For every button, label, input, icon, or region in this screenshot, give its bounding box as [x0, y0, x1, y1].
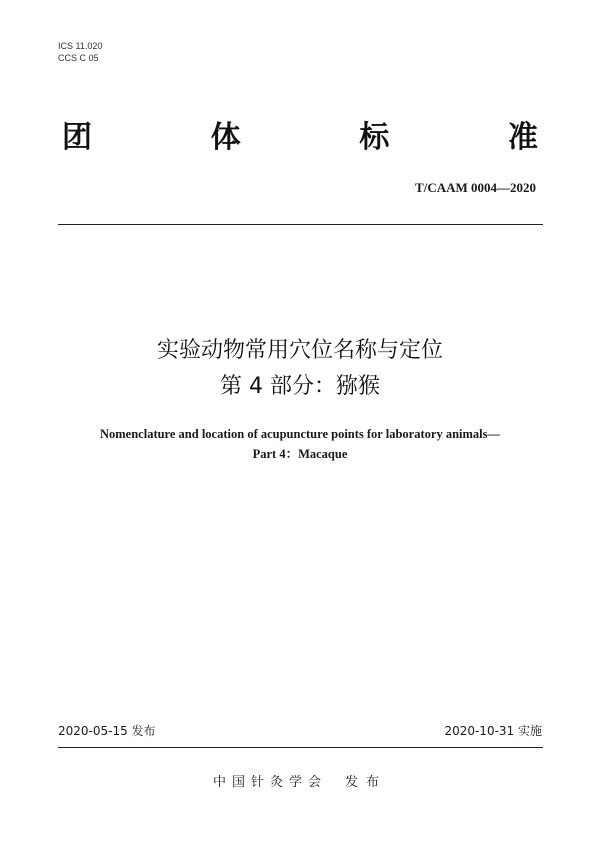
publisher-line — [0, 773, 600, 793]
standard-type-char: 准 — [507, 120, 538, 155]
english-title-line-1: Nomenclature and location of acupuncture points for laboratory animals— — [99, 427, 500, 441]
ccs-code: CCS C 05 — [58, 53, 99, 63]
implementation-date: 2020-10-31 实施 — [444, 724, 542, 738]
standard-number: T/CAAM 0004—2020 — [415, 180, 536, 195]
chinese-title-line-2: 第 4 部分：猕猴 — [220, 374, 380, 399]
publisher-organization: 中国针灸学会 — [212, 775, 327, 790]
english-title-line-2: Part 4：Macaque — [252, 447, 348, 461]
bottom-divider — [58, 747, 543, 748]
classification-codes — [58, 40, 102, 64]
standard-type-heading — [62, 118, 538, 158]
publisher-action: 发布 — [345, 775, 388, 790]
standard-type-char: 标 — [359, 120, 390, 155]
chinese-title-line-1: 实验动物常用穴位名称与定位 — [156, 338, 443, 363]
top-divider — [58, 224, 543, 225]
standard-type-char: 团 — [62, 120, 92, 155]
standard-type-char: 体 — [210, 120, 241, 155]
ics-code: ICS 11.020 — [58, 41, 103, 51]
release-date: 2020-05-15 发布 — [58, 724, 156, 738]
